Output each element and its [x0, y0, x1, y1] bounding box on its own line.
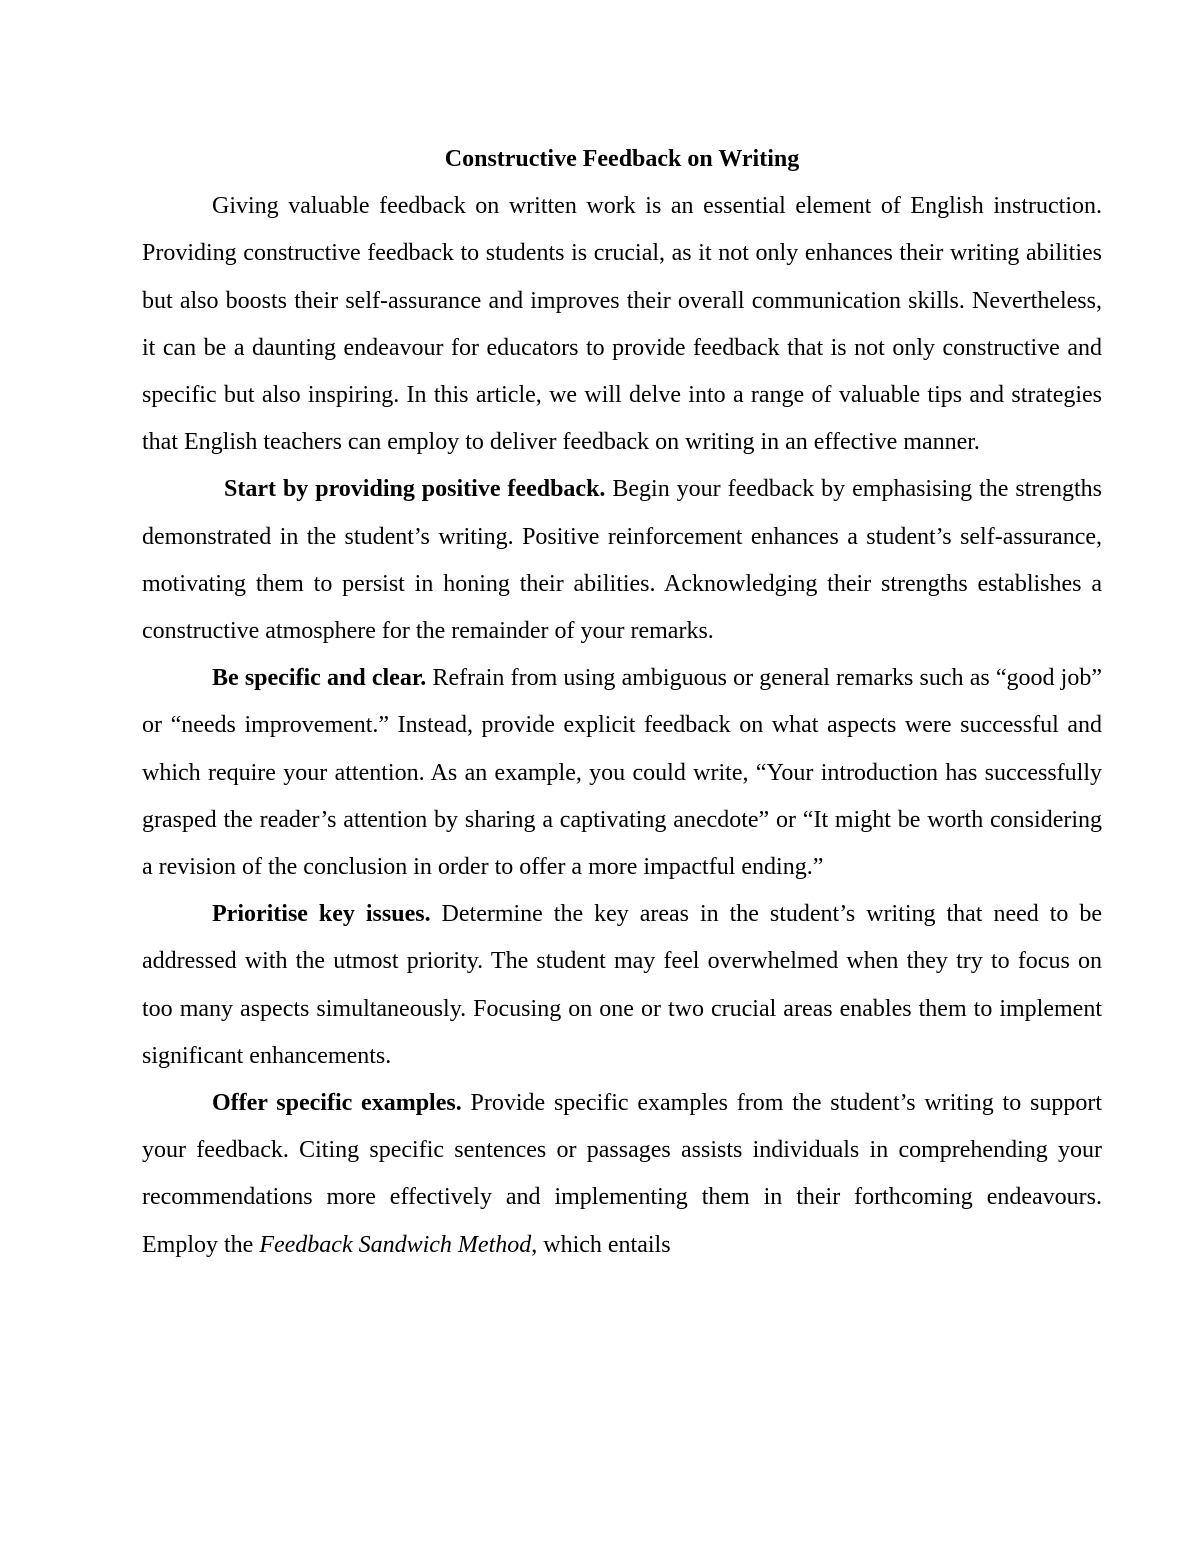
tip-body: Begin your feedback by emphasising the strengths demonstrated in the student’s writing. Positive reinforcement enhances a student’s self-assurance, motivating them to persist in honing their abilities. Acknowledging their strengths establishes a constructive atmosphere for the remainder of your remarks. — [142, 476, 1103, 645]
tip-paragraph-specific-clear — [142, 655, 1102, 891]
document-title: Constructive Feedback on Writing — [444, 146, 800, 172]
tip-heading: Prioritise key issues. — [212, 901, 431, 928]
document-page — [142, 136, 1102, 1269]
tip-paragraph-specific-examples — [142, 1080, 1102, 1269]
tip-body: Determine the key areas in the student’s writing that need to be addressed with the utmost priority. The student may feel overwhelmed when they try to focus on too many aspects simultaneously. Focusing on one or two crucial areas enables them to implement significant enhancements. — [142, 901, 1103, 1069]
tip-heading: Offer specific examples. — [212, 1090, 462, 1117]
tip-body-italic: Feedback Sandwich Method — [259, 1231, 532, 1258]
tip-heading: Start by providing positive feedback. — [224, 476, 606, 503]
tip-heading: Be specific and clear. — [212, 665, 427, 692]
tip-body: Refrain from using ambiguous or general remarks such as “good job” or “needs improvement.” Instead, provide explicit feedback on what aspects were successful and which require your attention. As an example, you could write, “Your introduction has successfully grasped the reader’s attention by sharing a captivating anecdote” or “It might be worth considering a revision of the conclusion in order to offer a more impactful ending.” — [142, 665, 1103, 881]
tip-body-continued: , which entails — [531, 1231, 671, 1258]
intro-paragraph: Giving valuable feedback on written work is an essential element of English instruction. Providing constructive feedback to students is crucial, as it not only enhances their writing abilities but also boosts their self-assurance and improves their overall communication skills. Nevertheless, it can be a daunting endeavour for educators to provide feedback that is not only constructive and specific but also inspiring. In this article, we will delve into a range of valuable tips and strategies that English teachers can employ to deliver feedback on writing in an effective manner. — [142, 193, 1102, 456]
tip-body: Provide specific examples from the student’s writing to support your feedback. Citing specific sentences or passages assists individuals in comprehending your recommendations more effectively and implementing them in their forthcoming endeavours. Employ the — [142, 1090, 1102, 1258]
tip-paragraph-positive-feedback — [142, 466, 1102, 655]
tip-paragraph-key-issues — [142, 891, 1102, 1080]
